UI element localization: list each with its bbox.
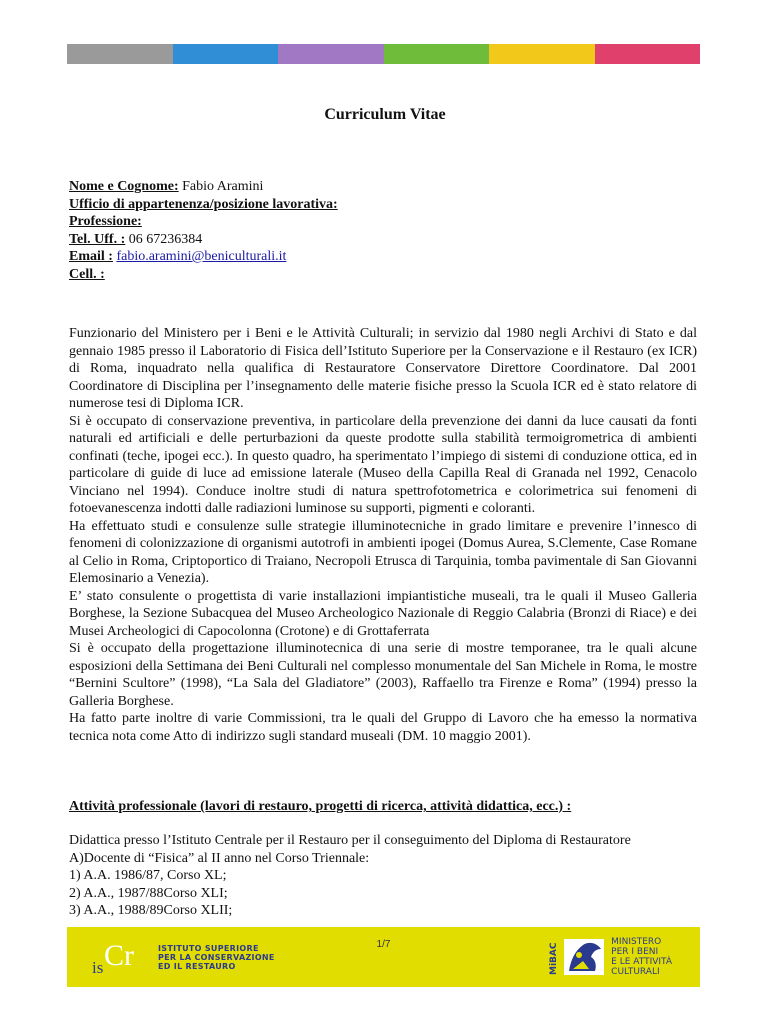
- phone-label: Tel. Uff. :: [69, 231, 126, 247]
- color-bar-segment-pink: [595, 44, 701, 64]
- bio-paragraph: Funzionario del Ministero per i Beni e le Attività Culturali; in servizio dal 1980 negli Archivi di Stato e dal gennaio 1985 presso il Laboratorio di Fisica dell’Istituto Superiore per la Conservazione e il Restauro (ex ICR) di Roma, inquadrato nella qualifica di Restauratore Conservatore Direttore Coordinatore. Dal 2001 Coordinatore di Disciplina per l’insegnamento delle materie fisiche presso la Scuola ICR ed è stato relatore di numerose tesi di Diploma ICR.: [69, 326, 697, 411]
- footer-band: [67, 927, 700, 987]
- ministry-name: [611, 937, 672, 977]
- ministry-branding: [547, 933, 672, 981]
- ministry-name-line: MINISTERO: [611, 937, 662, 947]
- bio-paragraph: Si è occupato della progettazione illuminotecnica di una serie di mostre temporanee, tra le quali alcune esposizioni della Settimana dei Beni Culturali nel complesso monumentale del San Michele in Roma, le mostre “Bernini Scultore” (1998), “La Sala del Gladiatore” (2003), Raffaello tra Firenze e Roma” (1994) presso la Galleria Borghese.: [69, 641, 697, 709]
- profession-row: [69, 213, 338, 231]
- color-bar-segment-purple: [278, 44, 384, 64]
- mibac-wordmark-icon: [547, 937, 559, 977]
- color-bar-segment-green: [384, 44, 490, 64]
- mibac-wordmark-text: MiBAC: [549, 942, 560, 975]
- cell-label: Cell. :: [69, 266, 105, 282]
- phone-row: [69, 231, 338, 249]
- color-bar-segment-grey: [67, 44, 173, 64]
- email-label: Email :: [69, 249, 113, 264]
- header-color-bar: [67, 44, 700, 64]
- didactics-intro: Didattica presso l’Istituto Centrale per il Restauro per il conseguimento del Diploma di Restauratore: [69, 833, 631, 848]
- icr-logo-letters-cr: Cr: [104, 939, 134, 972]
- office-label: Ufficio di appartenenza/posizione lavorativa:: [69, 196, 338, 212]
- ministry-name-line: E LE ATTIVITÀ: [611, 957, 672, 967]
- didactics-list: [69, 832, 709, 920]
- bio-paragraph: Ha effettuato studi e consulenze sulle strategie illuminotecniche in grado limitare e prevenire l’innesco di fenomeni di colonizzazione di organismi autotrofi in ambienti ipogei (Domus Aurea, S.Clemente, Case Romane al Celio in Roma, Criptoportico di Traiano, Necropoli Etrusca di Tarquinia, tomba pavimentale di San Giovanni Elemosinario a Venezia).: [69, 518, 697, 586]
- institute-name-line: ED IL RESTAURO: [158, 961, 236, 971]
- list-item: 1) A.A. 1986/87, Corso XL;: [69, 868, 227, 883]
- page-number: 1/7: [376, 939, 391, 950]
- email-link[interactable]: fabio.aramini@beniculturali.it: [116, 249, 287, 264]
- bio-paragraph: Ha fatto parte inoltre di varie Commissioni, tra le quali del Gruppo di Lavoro che ha emesso la normativa tecnica nota come Atto di indirizzo sugli standard museali (DM. 10 maggio 2001).: [69, 711, 697, 744]
- cell-row: [69, 266, 338, 284]
- list-item: 3) A.A., 1988/89Corso XLII;: [69, 903, 233, 918]
- institute-name-line: ISTITUTO SUPERIORE: [158, 943, 259, 953]
- profession-label: Professione:: [69, 214, 142, 229]
- name-row: [69, 178, 338, 196]
- name-value: Fabio Aramini: [182, 179, 264, 194]
- ministry-name-line: PER I BENI: [611, 947, 659, 957]
- icr-logo-letters-is: is: [92, 958, 104, 977]
- biography: [69, 325, 697, 745]
- bio-paragraph: Si è occupato di conservazione preventiva, in particolare della prevenzione dei danni da luce causati da fonti naturali ed artificiali e delle perturbazioni da queste prodotte sulla stabilità termoigrometrica di ambienti confinati (teche, ipogei ecc.). In questo quadro, ha sperimentato l’impiego di sistemi di conduzione ottica, ed in particolare di guide di luce ad emissione laterale (Museo della Capilla Real di Granada nel 1992, Cenacolo Vinciano nel 1994). Conduce inoltre studi di natura spettrofotometrica e colorimetrica sui fenomeni di fotoevanescenza indotti dalle radiazioni luminose su supporti, pigmenti e coloranti.: [69, 413, 697, 516]
- email-row: [69, 248, 338, 266]
- professional-activity-heading: Attività professionale (lavori di restauro, progetti di ricerca, attività didattica, ecc.) :: [69, 799, 572, 814]
- name-label: Nome e Cognome:: [69, 179, 179, 194]
- color-bar-segment-yellow: [489, 44, 595, 64]
- didactics-subheading: A)Docente di “Fisica” al II anno nel Corso Triennale:: [69, 850, 370, 866]
- personal-info: [69, 178, 338, 283]
- document-title: Curriculum Vitae: [324, 106, 446, 123]
- phone-value: 06 67236384: [128, 231, 203, 247]
- bio-paragraph: E’ stato consulente o progettista di varie installazioni impiantistiche museali, tra le quali il Museo Galleria Borghese, la Sezione Subacquea del Museo Archeologico Nazionale di Reggio Calabria (Bronzi di Riace) e dei Musei Archeologici di Capocolonna (Crotone) e di Grottaferrata: [69, 588, 697, 639]
- ministry-emblem-icon: [561, 935, 607, 979]
- office-row: [69, 196, 338, 214]
- list-item: 2) A.A., 1987/88Corso XLI;: [69, 885, 228, 901]
- color-bar-segment-blue: [173, 44, 279, 64]
- institute-name-line: PER LA CONSERVAZIONE: [158, 952, 275, 962]
- ministry-name-line: CULTURALI: [611, 967, 660, 977]
